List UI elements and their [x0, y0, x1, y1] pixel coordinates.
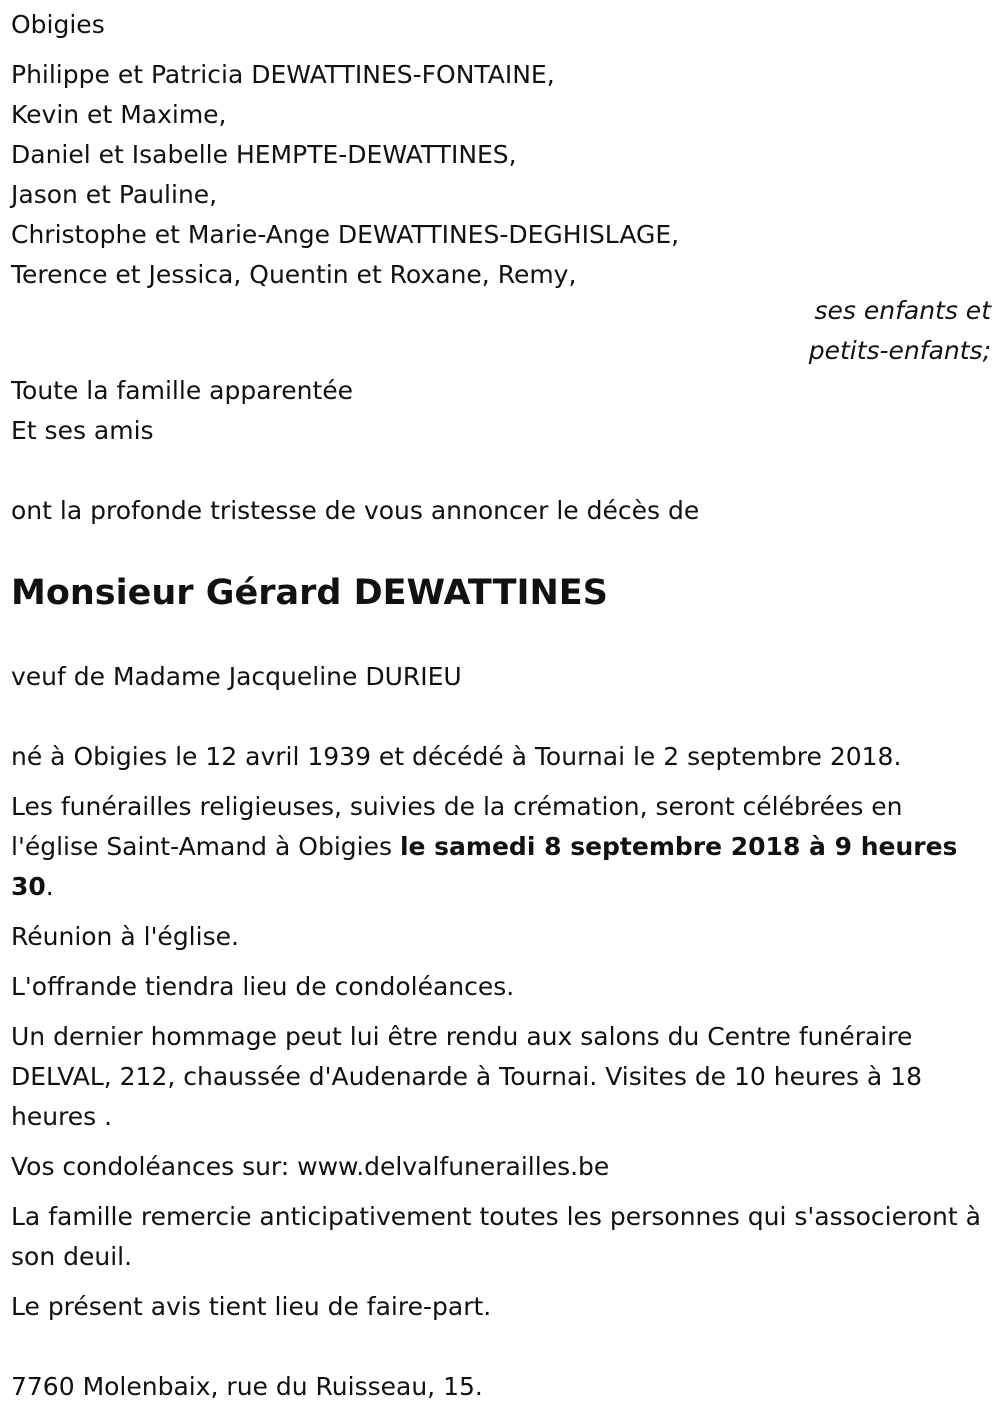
announcement-text: ont la profonde tristesse de vous annoncer le décès de	[11, 496, 700, 525]
meeting-info: Réunion à l'église.	[11, 922, 239, 951]
friends-line: Et ses amis	[11, 416, 154, 445]
funeral-details	[11, 787, 991, 907]
family-line: Kevin et Maxime,	[11, 100, 227, 129]
birth-death: né à Obigies le 12 avril 1939 et décédé à Tournai le 2 septembre 2018.	[11, 742, 902, 771]
offering-info: L'offrande tiendra lieu de condoléances.	[11, 972, 515, 1001]
family-address: 7760 Molenbaix, rue du Ruisseau, 15.	[11, 1372, 483, 1401]
funeral-intro: Les funérailles religieuses, suivies de la crémation, seront célébrées en l'église Saint-Amand à Obigies	[11, 792, 903, 861]
family-line: Jason et Pauline,	[11, 180, 218, 209]
family-list	[11, 55, 991, 295]
other-relatives	[11, 371, 991, 451]
family-line: Daniel et Isabelle HEMPTE-DEWATTINES,	[11, 140, 517, 169]
funeral-date: le samedi 8 septembre 2018 à 9 heures 30	[11, 832, 958, 901]
relatives-line: Toute la famille apparentée	[11, 376, 354, 405]
family-line: Terence et Jessica, Quentin et Roxane, Remy,	[11, 260, 577, 289]
condolences-info: Vos condoléances sur: www.delvalfunerailles.be	[11, 1152, 610, 1181]
widow-of: veuf de Madame Jacqueline DURIEU	[11, 662, 462, 691]
notice-info: Le présent avis tient lieu de faire-part.	[11, 1292, 492, 1321]
family-line: Christophe et Marie-Ange DEWATTINES-DEGHISLAGE,	[11, 220, 680, 249]
family-relation	[11, 291, 991, 371]
deceased-name: Monsieur Gérard DEWATTINES	[11, 573, 608, 613]
family-line: Philippe et Patricia DEWATTINES-FONTAINE,	[11, 60, 555, 89]
funeral-end: .	[45, 872, 54, 901]
thanks-info: La famille remercie anticipativement toutes les personnes qui s'associeront à son deuil.	[11, 1202, 981, 1271]
relation-line: petits-enfants;	[808, 336, 991, 365]
obituary-notice	[11, 5, 991, 1407]
tribute-info: Un dernier hommage peut lui être rendu aux salons du Centre funéraire DELVAL, 212, chaussée d'Audenarde à Tournai. Visites de 10 heures à 18 heures .	[11, 1022, 922, 1131]
place-heading: Obigies	[11, 10, 105, 39]
relation-line: ses enfants et	[814, 296, 991, 325]
